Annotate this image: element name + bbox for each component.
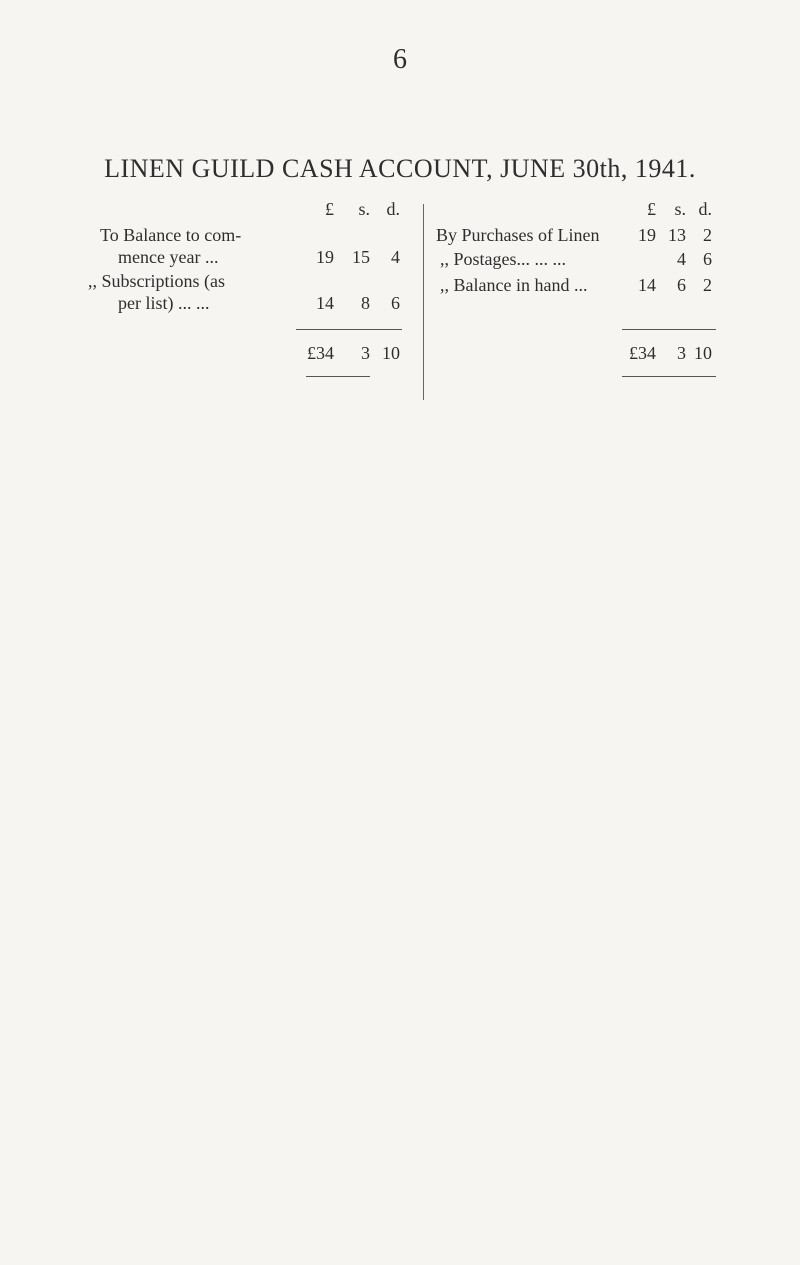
receipt-entry-label: per list) ... ...: [118, 293, 210, 313]
payment-pounds: 14: [638, 275, 656, 295]
receipt-pence: 6: [391, 293, 400, 313]
receipt-pence: 4: [391, 247, 400, 267]
total-rule: [622, 329, 716, 330]
receipt-total-pounds: £34: [307, 343, 334, 363]
double-rule: [622, 376, 716, 377]
payment-shillings: 6: [677, 275, 686, 295]
payment-total-shillings: 3: [677, 343, 686, 363]
receipt-entry-label: ,, Subscriptions (as: [88, 271, 225, 291]
double-rule: [306, 376, 370, 377]
pounds-header: £: [325, 199, 334, 219]
payment-total-pence: 10: [694, 343, 712, 363]
payment-shillings: 4: [677, 249, 686, 269]
receipt-pounds: 19: [316, 247, 334, 267]
column-divider: [423, 204, 424, 400]
shillings-header: s.: [674, 199, 686, 219]
pence-header: d.: [698, 199, 712, 219]
payment-shillings: 13: [668, 225, 686, 245]
payment-entry-label: ,, Postages... ... ...: [440, 249, 566, 269]
receipt-pounds: 14: [316, 293, 334, 313]
page-title: LINEN GUILD CASH ACCOUNT, JUNE 30th, 1941.: [104, 154, 696, 183]
shillings-header: s.: [358, 199, 370, 219]
page-number: 6: [393, 44, 407, 75]
receipt-entry-label: mence year ...: [118, 247, 219, 267]
payment-total-pounds: £34: [629, 343, 656, 363]
payment-pence: 2: [703, 225, 712, 245]
receipt-total-shillings: 3: [361, 343, 370, 363]
payment-entry-label: By Purchases of Linen: [436, 225, 600, 245]
payment-pounds: 19: [638, 225, 656, 245]
receipt-entry-label: To Balance to com-: [100, 225, 242, 245]
payment-pence: 6: [703, 249, 712, 269]
pence-header: d.: [386, 199, 400, 219]
payment-pounds: [628, 248, 656, 270]
total-rule: [296, 329, 402, 330]
payment-pence: 2: [703, 275, 712, 295]
receipt-total-pence: 10: [382, 343, 400, 363]
receipt-shillings: 15: [352, 247, 370, 267]
payment-entry-label: ,, Balance in hand ...: [440, 275, 588, 295]
pounds-header: £: [647, 199, 656, 219]
receipt-shillings: 8: [361, 293, 370, 313]
